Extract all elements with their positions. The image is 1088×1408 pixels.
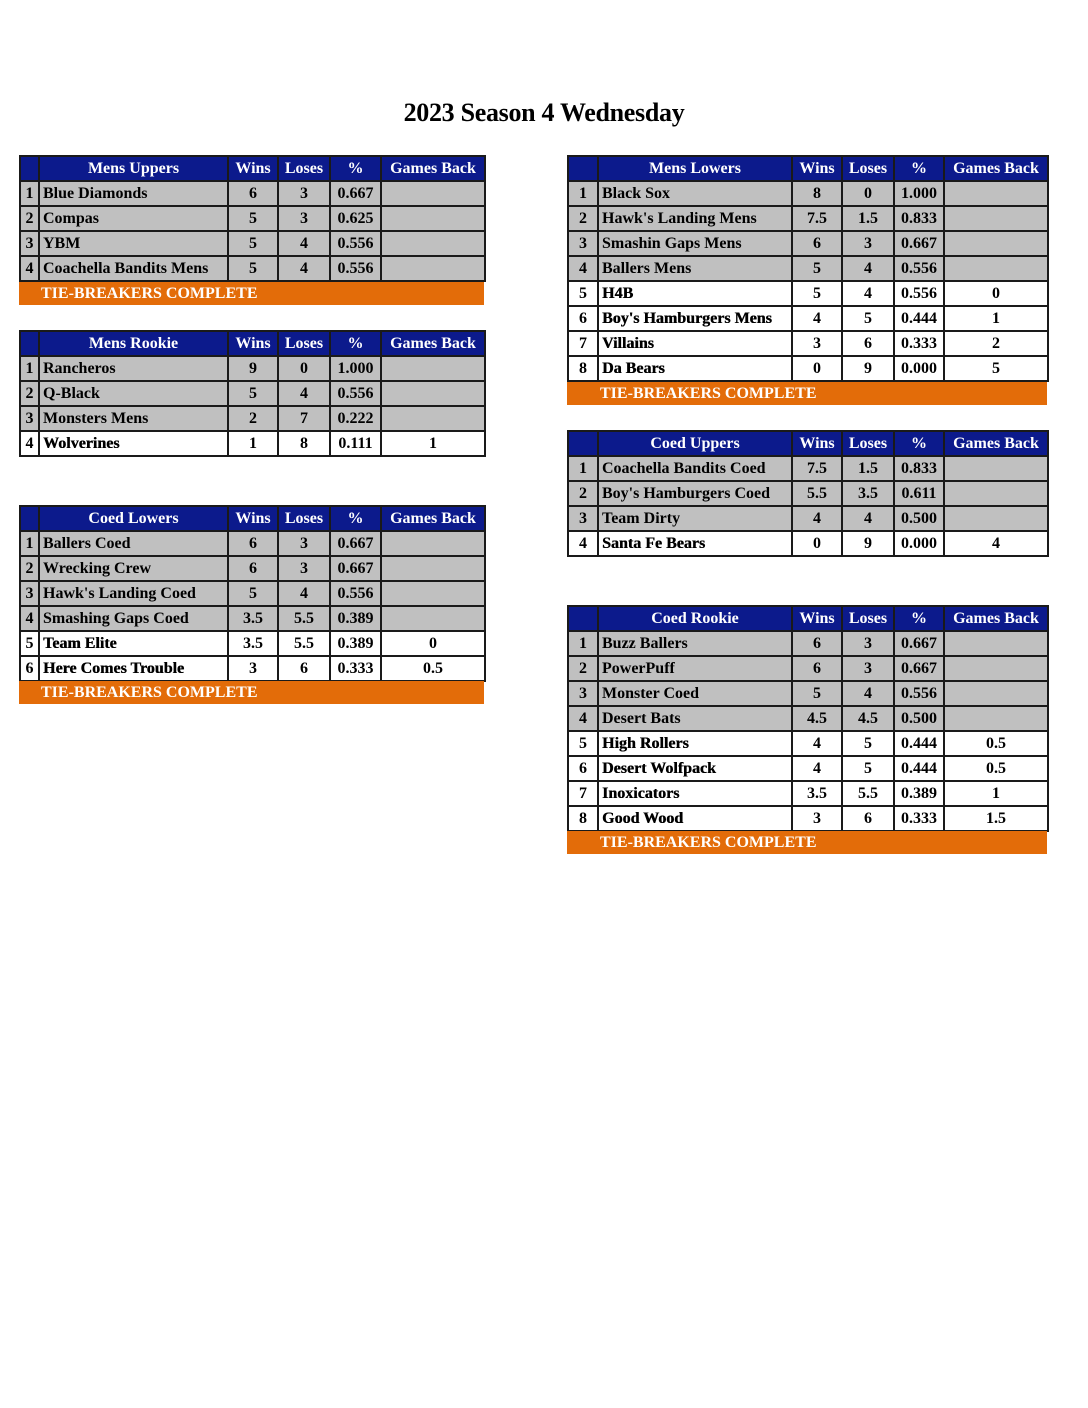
rank-cell: 3 xyxy=(20,231,39,256)
team-name-cell: Coachella Bandits Coed xyxy=(598,456,792,481)
rank-cell: 1 xyxy=(568,456,598,481)
loses-cell: 4 xyxy=(278,256,330,281)
rank-cell: 3 xyxy=(20,406,39,431)
table-row xyxy=(20,356,485,381)
rank-cell: 4 xyxy=(568,531,598,556)
rank-cell: 8 xyxy=(568,806,598,831)
wins-cell: 3 xyxy=(792,331,842,356)
table-header-row xyxy=(20,506,485,531)
wins-cell: 6 xyxy=(792,656,842,681)
games-back-cell: 2 xyxy=(944,331,1048,356)
team-name-cell: Team Elite xyxy=(39,631,228,656)
rank-cell: 7 xyxy=(568,781,598,806)
pct-cell: 0.833 xyxy=(894,206,944,231)
pct-cell: 0.444 xyxy=(894,731,944,756)
games-back-header: Games Back xyxy=(944,606,1048,631)
rank-cell: 5 xyxy=(20,631,39,656)
rank-cell: 2 xyxy=(568,656,598,681)
wins-header: Wins xyxy=(792,431,842,456)
table-row xyxy=(568,806,1048,831)
team-name-cell: Ballers Mens xyxy=(598,256,792,281)
table-row xyxy=(568,481,1048,506)
games-back-cell xyxy=(381,406,485,431)
games-back-cell xyxy=(944,231,1048,256)
team-name-cell: Boy's Hamburgers Coed xyxy=(598,481,792,506)
loses-cell: 6 xyxy=(842,806,894,831)
pct-cell: 0.389 xyxy=(330,631,381,656)
table-row xyxy=(568,456,1048,481)
pct-cell: 0.500 xyxy=(894,506,944,531)
rank-cell: 1 xyxy=(20,531,39,556)
pct-header: % xyxy=(894,431,944,456)
rank-cell: 4 xyxy=(20,606,39,631)
rank-cell: 3 xyxy=(20,581,39,606)
games-back-cell xyxy=(381,606,485,631)
table-row xyxy=(568,356,1048,381)
wins-cell: 4 xyxy=(792,306,842,331)
tiebreakers-complete-banner: TIE-BREAKERS COMPLETE xyxy=(567,831,1047,854)
division-name: Coed Rookie xyxy=(598,606,792,631)
games-back-cell: 5 xyxy=(944,356,1048,381)
games-back-cell: 0.5 xyxy=(944,731,1048,756)
standings-table-mens-uppers xyxy=(19,155,486,282)
wins-cell: 5 xyxy=(792,256,842,281)
pct-cell: 0.000 xyxy=(894,356,944,381)
team-name-cell: Inoxicators xyxy=(598,781,792,806)
loses-cell: 3 xyxy=(278,531,330,556)
wins-cell: 4.5 xyxy=(792,706,842,731)
rank-cell: 5 xyxy=(568,731,598,756)
pct-cell: 0.333 xyxy=(894,331,944,356)
rank-cell: 2 xyxy=(20,381,39,406)
games-back-cell: 1 xyxy=(381,431,485,456)
wins-cell: 6 xyxy=(228,556,278,581)
games-back-header: Games Back xyxy=(381,331,485,356)
pct-cell: 0.667 xyxy=(894,656,944,681)
wins-header: Wins xyxy=(228,506,278,531)
pct-header: % xyxy=(894,156,944,181)
games-back-cell xyxy=(944,206,1048,231)
rank-header xyxy=(20,331,39,356)
table-header-row xyxy=(568,156,1048,181)
table-row xyxy=(568,531,1048,556)
pct-cell: 0.444 xyxy=(894,756,944,781)
rank-cell: 1 xyxy=(20,356,39,381)
pct-cell: 0.556 xyxy=(894,256,944,281)
table-row xyxy=(20,406,485,431)
pct-cell: 0.833 xyxy=(894,456,944,481)
team-name-cell: Hawk's Landing Coed xyxy=(39,581,228,606)
standings-table-coed-uppers xyxy=(567,430,1049,557)
wins-cell: 5 xyxy=(792,681,842,706)
loses-cell: 5 xyxy=(842,306,894,331)
team-name-cell: Here Comes Trouble xyxy=(39,656,228,681)
rank-cell: 3 xyxy=(568,506,598,531)
rank-cell: 2 xyxy=(20,556,39,581)
games-back-cell: 1 xyxy=(944,306,1048,331)
wins-header: Wins xyxy=(228,156,278,181)
table-row xyxy=(568,181,1048,206)
loses-cell: 4 xyxy=(842,256,894,281)
loses-cell: 6 xyxy=(842,331,894,356)
games-back-cell: 0 xyxy=(944,281,1048,306)
team-name-cell: Blue Diamonds xyxy=(39,181,228,206)
loses-cell: 3 xyxy=(278,556,330,581)
rank-cell: 6 xyxy=(568,306,598,331)
rank-cell: 6 xyxy=(568,756,598,781)
loses-cell: 4.5 xyxy=(842,706,894,731)
team-name-cell: Santa Fe Bears xyxy=(598,531,792,556)
wins-cell: 5 xyxy=(228,231,278,256)
loses-cell: 4 xyxy=(842,506,894,531)
pct-cell: 0.667 xyxy=(894,631,944,656)
loses-cell: 6 xyxy=(278,656,330,681)
games-back-cell xyxy=(944,481,1048,506)
games-back-cell xyxy=(381,206,485,231)
rank-cell: 3 xyxy=(568,231,598,256)
loses-cell: 9 xyxy=(842,356,894,381)
table-row xyxy=(20,206,485,231)
games-back-cell xyxy=(381,231,485,256)
games-back-cell: 0.5 xyxy=(381,656,485,681)
pct-cell: 0.444 xyxy=(894,306,944,331)
pct-cell: 0.556 xyxy=(894,281,944,306)
games-back-cell xyxy=(944,681,1048,706)
loses-cell: 3.5 xyxy=(842,481,894,506)
table-row xyxy=(568,631,1048,656)
table-header-row xyxy=(20,331,485,356)
table-row xyxy=(20,231,485,256)
table-header-row xyxy=(20,156,485,181)
loses-cell: 1.5 xyxy=(842,456,894,481)
team-name-cell: Desert Wolfpack xyxy=(598,756,792,781)
loses-cell: 5.5 xyxy=(842,781,894,806)
wins-cell: 0 xyxy=(792,531,842,556)
rank-cell: 4 xyxy=(20,431,39,456)
loses-cell: 5 xyxy=(842,731,894,756)
wins-header: Wins xyxy=(228,331,278,356)
wins-cell: 7.5 xyxy=(792,456,842,481)
table-row xyxy=(568,756,1048,781)
pct-cell: 0.500 xyxy=(894,706,944,731)
games-back-header: Games Back xyxy=(944,431,1048,456)
table-row xyxy=(20,656,485,681)
loses-cell: 3 xyxy=(842,231,894,256)
loses-cell: 3 xyxy=(278,181,330,206)
team-name-cell: Buzz Ballers xyxy=(598,631,792,656)
wins-header: Wins xyxy=(792,156,842,181)
team-name-cell: Monster Coed xyxy=(598,681,792,706)
wins-cell: 5 xyxy=(228,256,278,281)
table-header-row xyxy=(568,606,1048,631)
wins-cell: 9 xyxy=(228,356,278,381)
table-row xyxy=(568,656,1048,681)
pct-cell: 0.222 xyxy=(330,406,381,431)
table-row xyxy=(568,681,1048,706)
table-row xyxy=(568,731,1048,756)
loses-cell: 4 xyxy=(842,681,894,706)
loses-cell: 3 xyxy=(842,631,894,656)
rank-cell: 4 xyxy=(568,706,598,731)
games-back-header: Games Back xyxy=(944,156,1048,181)
games-back-cell xyxy=(381,181,485,206)
tiebreakers-complete-banner: TIE-BREAKERS COMPLETE xyxy=(19,681,484,704)
games-back-cell: 0 xyxy=(381,631,485,656)
wins-cell: 7.5 xyxy=(792,206,842,231)
pct-cell: 0.389 xyxy=(894,781,944,806)
division-name: Mens Lowers xyxy=(598,156,792,181)
rank-cell: 1 xyxy=(568,181,598,206)
games-back-cell: 1 xyxy=(944,781,1048,806)
rank-header xyxy=(20,506,39,531)
games-back-cell xyxy=(944,256,1048,281)
table-row xyxy=(20,531,485,556)
pct-cell: 0.556 xyxy=(330,381,381,406)
rank-cell: 7 xyxy=(568,331,598,356)
wins-cell: 5 xyxy=(228,206,278,231)
standings-table-mens-rookie xyxy=(19,330,486,457)
team-name-cell: Team Dirty xyxy=(598,506,792,531)
wins-cell: 3 xyxy=(228,656,278,681)
games-back-header: Games Back xyxy=(381,156,485,181)
team-name-cell: PowerPuff xyxy=(598,656,792,681)
pct-header: % xyxy=(330,506,381,531)
team-name-cell: Desert Bats xyxy=(598,706,792,731)
standings-table-mens-lowers xyxy=(567,155,1049,382)
games-back-cell xyxy=(381,581,485,606)
rank-header xyxy=(568,606,598,631)
rank-cell: 2 xyxy=(20,206,39,231)
wins-cell: 6 xyxy=(228,531,278,556)
wins-cell: 8 xyxy=(792,181,842,206)
loses-cell: 3 xyxy=(842,656,894,681)
loses-cell: 5.5 xyxy=(278,606,330,631)
loses-cell: 9 xyxy=(842,531,894,556)
rank-cell: 4 xyxy=(20,256,39,281)
rank-cell: 1 xyxy=(20,181,39,206)
team-name-cell: Compas xyxy=(39,206,228,231)
games-back-cell xyxy=(944,631,1048,656)
team-name-cell: Smashin Gaps Mens xyxy=(598,231,792,256)
table-row xyxy=(20,581,485,606)
pct-cell: 0.556 xyxy=(894,681,944,706)
games-back-header: Games Back xyxy=(381,506,485,531)
rank-cell: 4 xyxy=(568,256,598,281)
team-name-cell: Q-Black xyxy=(39,381,228,406)
loses-header: Loses xyxy=(842,606,894,631)
table-row xyxy=(20,606,485,631)
wins-cell: 5 xyxy=(792,281,842,306)
wins-cell: 3.5 xyxy=(792,781,842,806)
team-name-cell: Good Wood xyxy=(598,806,792,831)
standings-table-coed-lowers xyxy=(19,505,486,682)
rank-cell: 2 xyxy=(568,206,598,231)
wins-cell: 3.5 xyxy=(228,631,278,656)
loses-cell: 4 xyxy=(278,581,330,606)
pct-header: % xyxy=(330,331,381,356)
games-back-cell xyxy=(381,531,485,556)
loses-header: Loses xyxy=(842,156,894,181)
team-name-cell: YBM xyxy=(39,231,228,256)
pct-cell: 0.667 xyxy=(330,531,381,556)
loses-cell: 4 xyxy=(842,281,894,306)
games-back-cell xyxy=(944,706,1048,731)
team-name-cell: Coachella Bandits Mens xyxy=(39,256,228,281)
loses-header: Loses xyxy=(278,506,330,531)
loses-cell: 4 xyxy=(278,231,330,256)
pct-cell: 0.556 xyxy=(330,581,381,606)
team-name-cell: Wrecking Crew xyxy=(39,556,228,581)
team-name-cell: Villains xyxy=(598,331,792,356)
loses-cell: 5 xyxy=(842,756,894,781)
pct-header: % xyxy=(330,156,381,181)
rank-cell: 5 xyxy=(568,281,598,306)
table-row xyxy=(568,706,1048,731)
team-name-cell: Rancheros xyxy=(39,356,228,381)
games-back-cell: 1.5 xyxy=(944,806,1048,831)
pct-cell: 0.667 xyxy=(330,556,381,581)
pct-cell: 0.556 xyxy=(330,231,381,256)
team-name-cell: Hawk's Landing Mens xyxy=(598,206,792,231)
table-row xyxy=(20,431,485,456)
games-back-cell xyxy=(944,181,1048,206)
pct-cell: 0.333 xyxy=(330,656,381,681)
table-row xyxy=(20,631,485,656)
pct-cell: 0.556 xyxy=(330,256,381,281)
table-row xyxy=(568,231,1048,256)
pct-cell: 0.667 xyxy=(894,231,944,256)
games-back-cell xyxy=(381,256,485,281)
rank-cell: 3 xyxy=(568,681,598,706)
loses-cell: 1.5 xyxy=(842,206,894,231)
tiebreakers-complete-banner: TIE-BREAKERS COMPLETE xyxy=(567,382,1047,405)
table-row xyxy=(568,281,1048,306)
pct-cell: 0.625 xyxy=(330,206,381,231)
games-back-cell xyxy=(381,356,485,381)
games-back-cell xyxy=(944,456,1048,481)
table-row xyxy=(20,556,485,581)
team-name-cell: Black Sox xyxy=(598,181,792,206)
wins-cell: 6 xyxy=(792,231,842,256)
loses-cell: 0 xyxy=(278,356,330,381)
rank-header xyxy=(568,156,598,181)
loses-header: Loses xyxy=(842,431,894,456)
rank-cell: 6 xyxy=(20,656,39,681)
table-row xyxy=(568,506,1048,531)
wins-cell: 4 xyxy=(792,506,842,531)
rank-cell: 2 xyxy=(568,481,598,506)
page-title: 2023 Season 4 Wednesday xyxy=(403,98,685,127)
pct-cell: 0.611 xyxy=(894,481,944,506)
games-back-cell xyxy=(944,506,1048,531)
table-row xyxy=(20,381,485,406)
table-row xyxy=(568,206,1048,231)
team-name-cell: Monsters Mens xyxy=(39,406,228,431)
wins-cell: 6 xyxy=(228,181,278,206)
wins-cell: 4 xyxy=(792,731,842,756)
pct-cell: 0.389 xyxy=(330,606,381,631)
wins-cell: 1 xyxy=(228,431,278,456)
loses-cell: 3 xyxy=(278,206,330,231)
rank-cell: 8 xyxy=(568,356,598,381)
table-row xyxy=(20,181,485,206)
team-name-cell: Wolverines xyxy=(39,431,228,456)
table-row xyxy=(568,331,1048,356)
table-header-row xyxy=(568,431,1048,456)
loses-cell: 8 xyxy=(278,431,330,456)
wins-header: Wins xyxy=(792,606,842,631)
pct-header: % xyxy=(894,606,944,631)
loses-header: Loses xyxy=(278,331,330,356)
wins-cell: 5.5 xyxy=(792,481,842,506)
division-name: Coed Lowers xyxy=(39,506,228,531)
pct-cell: 0.667 xyxy=(330,181,381,206)
team-name-cell: Ballers Coed xyxy=(39,531,228,556)
wins-cell: 3 xyxy=(792,806,842,831)
pct-cell: 1.000 xyxy=(330,356,381,381)
tiebreakers-complete-banner: TIE-BREAKERS COMPLETE xyxy=(19,282,484,305)
team-name-cell: High Rollers xyxy=(598,731,792,756)
games-back-cell xyxy=(381,381,485,406)
rank-header xyxy=(20,156,39,181)
loses-cell: 7 xyxy=(278,406,330,431)
table-row xyxy=(568,256,1048,281)
loses-cell: 4 xyxy=(278,381,330,406)
division-name: Mens Uppers xyxy=(39,156,228,181)
games-back-cell xyxy=(944,656,1048,681)
loses-header: Loses xyxy=(278,156,330,181)
games-back-cell: 4 xyxy=(944,531,1048,556)
division-name: Mens Rookie xyxy=(39,331,228,356)
pct-cell: 0.000 xyxy=(894,531,944,556)
team-name-cell: Da Bears xyxy=(598,356,792,381)
games-back-cell xyxy=(381,556,485,581)
table-row xyxy=(20,256,485,281)
loses-cell: 5.5 xyxy=(278,631,330,656)
rank-header xyxy=(568,431,598,456)
wins-cell: 4 xyxy=(792,756,842,781)
wins-cell: 0 xyxy=(792,356,842,381)
division-name: Coed Uppers xyxy=(598,431,792,456)
team-name-cell: Boy's Hamburgers Mens xyxy=(598,306,792,331)
wins-cell: 3.5 xyxy=(228,606,278,631)
pct-cell: 0.111 xyxy=(330,431,381,456)
wins-cell: 5 xyxy=(228,381,278,406)
table-row xyxy=(568,306,1048,331)
wins-cell: 6 xyxy=(792,631,842,656)
table-row xyxy=(568,781,1048,806)
standings-table-coed-rookie xyxy=(567,605,1049,832)
rank-cell: 1 xyxy=(568,631,598,656)
team-name-cell: Smashing Gaps Coed xyxy=(39,606,228,631)
pct-cell: 0.333 xyxy=(894,806,944,831)
wins-cell: 5 xyxy=(228,581,278,606)
games-back-cell: 0.5 xyxy=(944,756,1048,781)
loses-cell: 0 xyxy=(842,181,894,206)
team-name-cell: H4B xyxy=(598,281,792,306)
pct-cell: 1.000 xyxy=(894,181,944,206)
wins-cell: 2 xyxy=(228,406,278,431)
